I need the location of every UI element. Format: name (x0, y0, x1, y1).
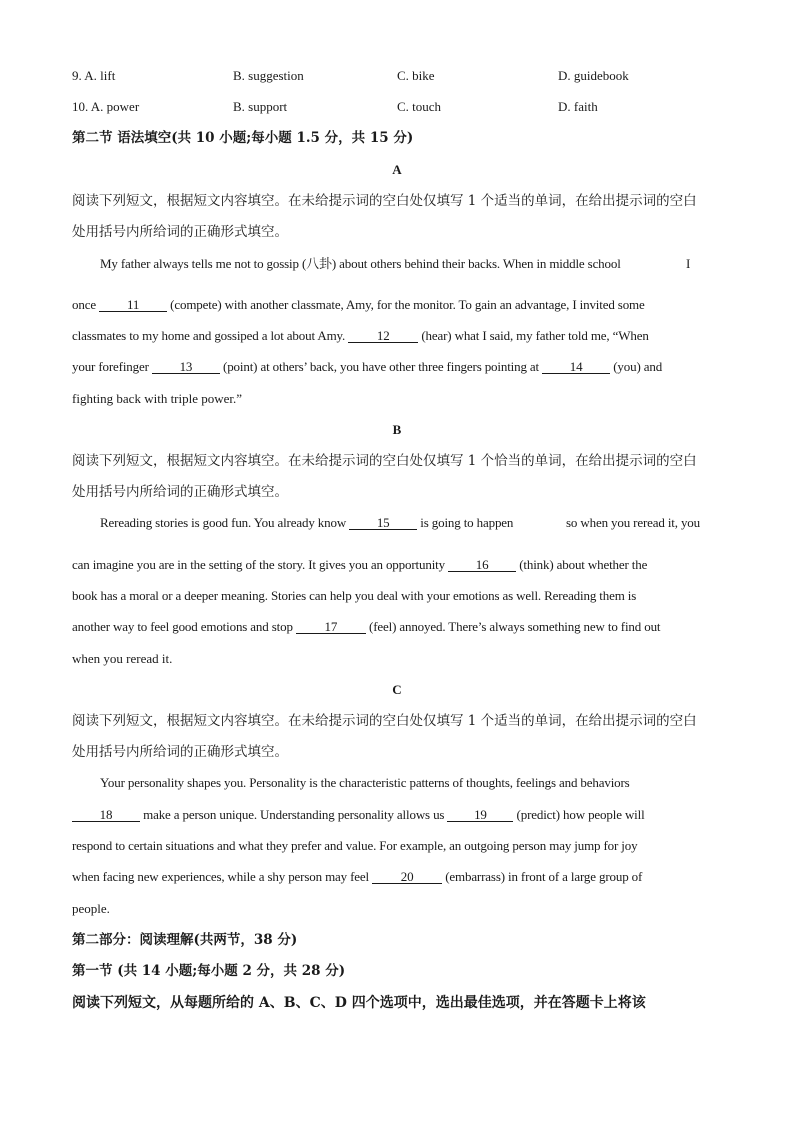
passage-a-line-2 (72, 297, 645, 313)
passage-b-line-2-end: (think) about whether the (519, 557, 648, 572)
passage-c-line-4-start: when facing new experiences, while a shy person may feel (72, 869, 369, 884)
passage-a-line-2-end: (compete) with another classmate, Amy, for the monitor. To gain an advantage, I invited some (170, 297, 645, 312)
passage-c-line-5: people. (72, 901, 110, 916)
passage-c-line-2-start: make a person unique. Understanding personality allows us (143, 807, 445, 822)
section-1-heading: 第一节 (共 14 小题;每小题 2 分，共 28 分) (72, 963, 346, 979)
blank-17[interactable]: 17 (296, 620, 366, 634)
passage-b-line-4-end: (feel) annoyed. There’s always something new to find out (369, 619, 661, 634)
passage-a-line-3-start: classmates to my home and gossiped a lot about Amy. (72, 328, 346, 343)
passage-b-line-5: when you reread it. (72, 651, 173, 666)
blank-13[interactable]: 13 (152, 360, 220, 374)
passage-a-instruction-1: 阅读下列短文，根据短文内容填空。在未给提示词的空白处仅填写 1 个适当的单词，在给出提示词的空白 (72, 193, 697, 209)
passage-b-line-1-middle: is going to happen (420, 515, 514, 530)
passage-c-instruction-2: 处用括号内所给词的正确形式填空。 (72, 744, 288, 760)
part-2-heading: 第二部分：阅读理解(共两节，38 分) (72, 932, 298, 948)
q9-option-d: D. guidebook (558, 68, 629, 83)
passage-b-line-1-end: so when you reread it, you (566, 515, 701, 530)
passage-c-instruction-1: 阅读下列短文，根据短文内容填空。在未给提示词的空白处仅填写 1 个适当的单词，在给出提示词的空白 (72, 713, 697, 729)
q9-option-b: B. suggestion (233, 68, 304, 83)
passage-a-line-4-end: (you) and (613, 359, 663, 374)
passage-a-line-4-middle: (point) at others’ back, you have other three fingers pointing at (223, 359, 540, 374)
blank-19[interactable]: 19 (447, 808, 513, 822)
passage-b-line-1 (100, 515, 513, 531)
q9-option-a: 9. A. lift (72, 68, 116, 83)
passage-b-line-1-start: Rereading stories is good fun. You already know (100, 515, 347, 530)
passage-c-line-2-end: (predict) how people will (516, 807, 645, 822)
passage-b-letter: B (392, 422, 402, 437)
passage-c-line-4-end: (embarrass) in front of a large group of (445, 869, 643, 884)
section-2-heading: 第二节 语法填空(共 10 小题;每小题 1.5 分，共 15 分) (72, 130, 414, 146)
passage-b-instruction-1: 阅读下列短文，根据短文内容填空。在未给提示词的空白处仅填写 1 个恰当的单词，在给出提示词的空白 (72, 453, 697, 469)
passage-a-line-5: fighting back with triple power.” (72, 391, 243, 406)
passage-c-line-3: respond to certain situations and what they prefer and value. For example, an outgoing person may jump for joy (72, 838, 638, 853)
passage-a-line-1 (100, 256, 621, 272)
blank-12[interactable]: 12 (348, 329, 418, 343)
passage-a-line-2-start: once (72, 297, 96, 312)
passage-a-line-4-start: your forefinger (72, 359, 149, 374)
passage-b-instruction-2: 处用括号内所给词的正确形式填空。 (72, 484, 288, 500)
passage-c-letter: C (392, 682, 402, 697)
passage-a-instruction-2: 处用括号内所给词的正确形式填空。 (72, 224, 288, 240)
passage-a-line-1-tail: I (686, 256, 691, 271)
passage-a-line-4 (72, 359, 662, 375)
passage-a-letter: A (392, 162, 402, 177)
passage-b-line-2-start: can imagine you are in the setting of the story. It gives you an opportunity (72, 557, 445, 572)
blank-18[interactable]: 18 (72, 808, 140, 822)
reading-instruction: 阅读下列短文，从每题所给的 A、B、C、D 四个选项中，选出最佳选项，并在答题卡上将该 (72, 995, 646, 1011)
q10-option-c: C. touch (397, 99, 442, 114)
passage-c-line-2 (72, 807, 645, 823)
blank-11[interactable]: 11 (99, 298, 167, 312)
passage-b-line-4-start: another way to feel good emotions and stop (72, 619, 293, 634)
passage-b-line-4 (72, 619, 660, 635)
passage-a-line-3-end: (hear) what I said, my father told me, “When (421, 328, 649, 343)
passage-a-line-1-text: My father always tells me not to gossip (八卦) about others behind their backs. When in middle school (100, 256, 621, 271)
passage-b-line-3: book has a moral or a deeper meaning. Stories can help you deal with your emotions as well. Rereading them is (72, 588, 637, 603)
blank-20[interactable]: 20 (372, 870, 442, 884)
passage-a-line-3 (72, 328, 649, 344)
q10-option-d: D. faith (558, 99, 598, 114)
passage-c-line-1: Your personality shapes you. Personality is the characteristic patterns of thoughts, feelings and behaviors (100, 775, 630, 790)
blank-16[interactable]: 16 (448, 558, 516, 572)
blank-14[interactable]: 14 (542, 360, 610, 374)
passage-c-line-4 (72, 869, 642, 885)
passage-b-line-2 (72, 557, 647, 573)
blank-15[interactable]: 15 (349, 516, 417, 530)
q10-option-b: B. support (233, 99, 288, 114)
q10-option-a: 10. A. power (72, 99, 140, 114)
q9-option-c: C. bike (397, 68, 435, 83)
